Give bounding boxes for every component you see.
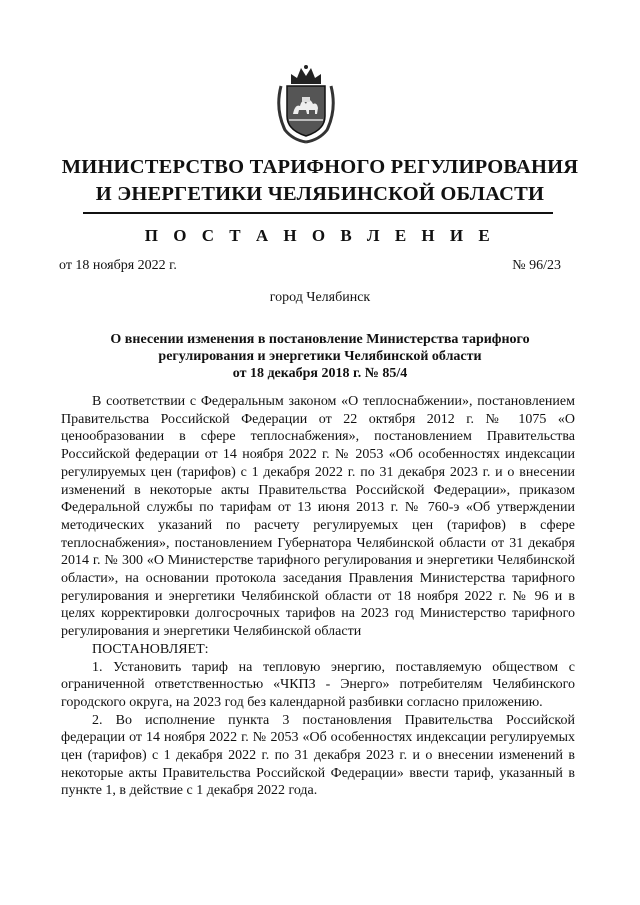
document-date: от 18 ноября 2022 г.	[59, 258, 177, 273]
preamble-paragraph: В соответствии с Федеральным законом «О теплоснабжении», постановлением Правительства Российской Федерации от 22 октября 2012 г. № 1075 «О ценообразовании в сфере теплоснабжения», постановлением Правительства Российской федерации от 14 ноября 2022 г. № 2053 «Об особенностях индексации регулируемых цен (тарифов) с 1 декабря 2022 г. по 31 декабря 2023 г. и о внесении изменений в некоторые акты Правительства Российской Федерации», приказом Федеральной службы по тарифам от 13 июня 2013 г. № 760-э «Об утверждении методических указаний по расчету регулируемых цен (тарифов) в сфере теплоснабжения», постановлением Губернатора Челябинской области от 31 декабря 2014 г. № 300 «О Министерстве тарифного регулирования и энергетики Челябинской области», на основании протокола заседания Правления Министерства тарифного регулирования и энергетики Челябинской области от 18 ноября 2022 г. № 96 и в целях корректировки долгосрочных тарифов на 2023 год Министерство тарифного регулирования и энергетики Челябинской области	[61, 394, 575, 640]
subject-line-3: от 18 декабря 2018 г. № 85/4	[232, 366, 408, 381]
subject-line-1: О внесении изменения в постановление Министерства тарифного	[110, 332, 530, 347]
header-divider	[83, 212, 553, 214]
ministry-line-1: МИНИСТЕРСТВО ТАРИФНОГО РЕГУЛИРОВАНИЯ	[61, 156, 579, 178]
document-type: П О С Т А Н О В Л Е Н И Е	[144, 226, 496, 245]
document-city: город Челябинск	[269, 290, 371, 305]
item-2-paragraph: 2. Во исполнение пункта 3 постановления Правительства Российской федерации от 14 ноября 2022 г. № 2053 «Об особенностях индексации регулируемых цен (тарифов) с 1 декабря 2022 г. по 31 декабря 2023 г. и о внесении изменений в некоторые акты Правительства Российской Федерации» ввести тариф, указанный в пункте 1, в действие с 1 декабря 2022 года.	[61, 712, 575, 799]
document-body	[61, 393, 575, 800]
ministry-name	[40, 154, 600, 208]
resolves-heading: ПОСТАНОВЛЯЕТ:	[92, 641, 209, 657]
document-subject	[90, 331, 550, 382]
subject-line-2: регулирования и энергетики Челябинской области	[158, 349, 482, 364]
coat-of-arms-icon	[273, 64, 339, 144]
item-1-paragraph: 1. Установить тариф на тепловую энергию, поставляемую обществом с ограниченной ответственностью «ЧКПЗ - Энерго» потребителям Челябинского городского округа, на 2023 год без календарной разбивки согласно приложению.	[61, 659, 575, 710]
document-number: № 96/23	[512, 258, 561, 273]
ministry-line-2: И ЭНЕРГЕТИКИ ЧЕЛЯБИНСКОЙ ОБЛАСТИ	[95, 183, 545, 205]
